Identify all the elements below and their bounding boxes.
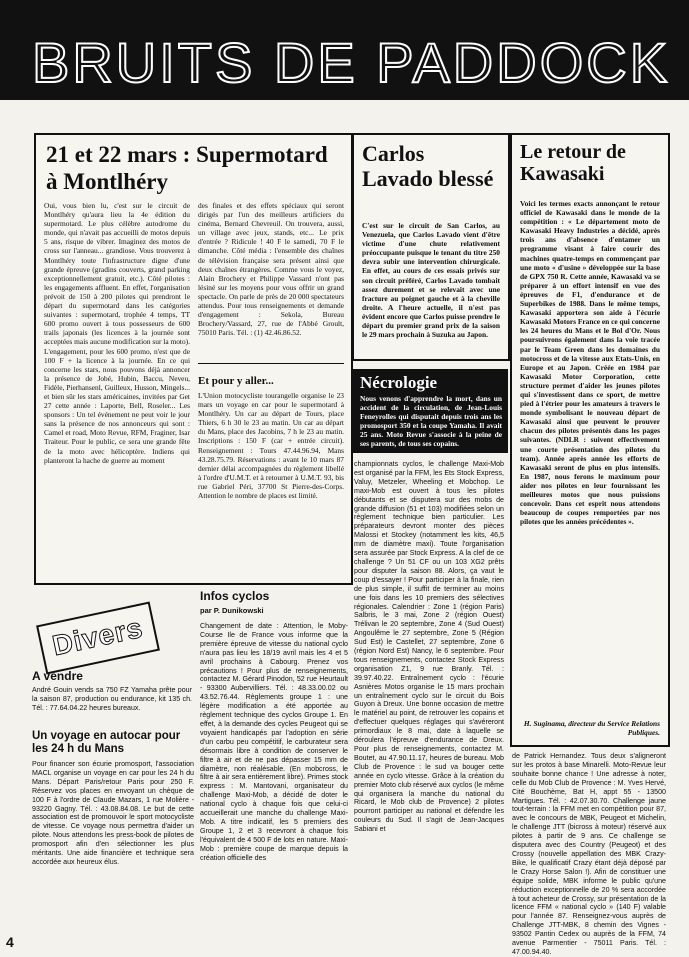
voyage-title: Un voyage en autocar pour les 24 h du Mans bbox=[32, 730, 181, 755]
divers-badge bbox=[36, 601, 160, 674]
montlhery-title: 21 et 22 mars : Supermotard à Montlhéry bbox=[46, 142, 328, 194]
cyclos-center-text: championnats cyclos, le challenge Maxi-Mob est organisé par la FFM, les Ets Stock Express, Valuy, Metzeler, Wheeling et Mobchop. Le maxi-Mob est ouvert à tous les pilotes débutants et se disputera sur des mobs de grande diffusion (51 et 103) modifiées selon un règlement technique bien particulier. Les préparateurs devront monter des pièces Malossi et Stockey (notamment les kits, 46,5 mm de diamètre maxi). Toute l'organisation sera assurée par Stock Express. A la clef de ce challenge ? Un 51 CF ou un 103 XG2 prêts pour disputer la saison 88. Alors, ça vaut le coup d'essayer ! Pour participer à la finale, rien de plus simple, il suffit de terminer au moins une fois dans les 10 premiers des sélectives régionales. Calendrier : Zone 1 (région Paris) Salbris, le 3 mai, Zone 2 (région Ouest) Trélivan le 20 septembre, Zone 4 (Sud Ouest) Angoulême le 27 septembre, Zone 5 (Région Sud Est) le Castellet, 27 septembre, Zone 6 (région Nord Est) Nancy, le 6 septembre. Pour tous renseignements, contactez Stock Express organisation Z1, 9 rue Branly. Tél. : 39.97.40.22. Entraînement cyclo : l'écurie Asnières Motos organise le 15 mars prochain un entraînement cyclo sur le circuit du Bois Guyon à Dreux. Une bonne occasion de mettre le matériel au point, de retrouver les copains et d'effectuer quelques réglages qui s'avéreront primordiaux le 8 mai, date à laquelle se déroulera l'épreuve d'endurance de Dreux. Pour plus de renseignements, contactez M. Boutet, au 47.90.11.17, heures de bureau. Mob Club de Provence : le sud va bouger cette année en cyclo vitesse. Grâce à la création du premier Moto club réservé aux cyclos (le même qui organisera la manche du national du Ricard, le Mob club de Provence) 2 pilotes pourront participer au national et défendre les couleurs du Sud. Il s'agit de Jean-Jacques Sabiani et bbox=[354, 460, 504, 834]
subheading-pour-y-aller: Et pour y aller... bbox=[198, 375, 274, 387]
montlhery-col2: des finales et des effets spéciaux qui seront dirigés par l'un des meilleurs artificiers du cinéma, Bernard Chevreuil. On trouvera, aussi, un village avec jeux, stands, etc... Le prix d'entrée ? Ridicule ! 40 F le samedi, 70 F le dimanche. Côté média : l'ensemble des chaînes de télévision française sera présent ainsi que deux chaînes étrangères. Comme vous le voyez, Alain Brochery et Philippe Vassard n'ont pas lésiné sur les moyens pour vous offrir un grand spectacle. On parle de près de 20 000 spectateurs attendus. Pour tous renseignements et demande d'engagement : Sekola, Bureau Brochery/Vassard, 27, rue de l'Abbé Groult, 75010 Paris. Tél. : (1) 42.46.86.52. bbox=[198, 201, 344, 338]
kawasaki-text: Voici les termes exacts annonçant le retour officiel de Kawasaki dans le monde de la compétition : « Le département moto de Kawasaki Heavy Industries a décidé, après trois ans d'absence d'entamer un programme visant à faire courir des machines quatre-temps en commençant par une moto « d'usine » développée sur la base de GPX 750 R. Cette année, Kawasaki va se préparer à un effort intensif en vue des épreuves de F1, d'endurance et de Superbikes de 1988. Dans le même temps, Kawasaki apportera son aide à l'écurie Kawasaki Motors France en ce qui concerne les 24 heures du Mans et le Bol d'Or. Nous poursuivrons également dans la voie tracée par le Team Green dans les domaines du motocross et de la vitesse aux Etats-Unis, en Europe et au Japon. Créée en 1984 par Kawasaki Motor Corporation, cette structure permet d'aider les jeunes pilotes qui s'investissent dans ce sport, de mettre pied à l'étrier pour les amateurs à travers le monde symbolisant le nouveau départ de Kawasaki ainsi que peuvent le prouver chacun des pilotes présentés dans les pages suivantes. (NDLR : suivent effectivement une courte présentation des pilotes du team). Année après année les efforts de Kawasaki seront de plus en plus intensifs. En 1987, nous ferons le maximum pour aider nos pilotes en leur fournissant les meilleures motos que nous puissions concevoir. Dans cet esprit nous attendons beaucoup de coupes remportées par nos pilotes que les années précédentes ». bbox=[520, 199, 660, 527]
montlhery-col1: Oui, vous bien lu, c'est sur le circuit de Montlhéry qu'aura lieu la 4e édition du supermotard. Le plus célèbre autodrome du monde, qui n'avait pas accueilli de motos depuis 5 ans, risque de vibrer. Imaginez des motos de cross sur l'anneau... grandiose. Vous trouverez à Montlhéry toute l'infrastructure digne d'une grande épreuve (gradins couverts, grand parking exceptionnellement gratuit, etc.). Côté pilotes : les engagements affluent. En effet, l'organisation prévoit de 150 à 200 pilotes qui prendront le départ du supermotard dans les catégories suivantes : supermotard, trophée 4 temps, TT 600 promo ouvert à tous possesseurs de 600 trails japonais (les licences à la journée sont acceptées mais aucune modification sur la moto). L'engagement, pour les 600 promo, n'est que de 100 F + la licence à la journée. En ce qui concerne les stars, nous pouvons déjà annoncer la présence de Jobé, Hubin, Baccu, Neveu, Fidèle, Pierhansenl, Guilleux, Husson, Mingels... et bien sûr les stars américaines, invitées par Get 27 cette année : Laporte, Bell, Roseler... Les sponsors : Un tel événement ne peut voir le jour sans la présence de nos annonceurs qui sont : Camel et road, Moto Revue, RFM, Fraginer, Isar Traiteur. Pour le public, ce sera une grande fête de la moto avec hélicoptère. Indiens qui planteront la hache de guerre au moment bbox=[44, 201, 190, 465]
article-montlhery bbox=[34, 133, 353, 585]
section-header bbox=[0, 0, 689, 100]
infos-cyclos-author: par P. Dunikowski bbox=[200, 606, 264, 615]
divers-label: Divers bbox=[49, 611, 146, 662]
article-kawasaki bbox=[510, 133, 670, 747]
infos-cyclos-text: Changement de date : Attention, le Moby-Course Ile de France vous informe que la première épreuve de vitesse du national cyclo n'aura pas lieu les 18/19 avril mais les 4 et 5 avril prochains à Cabourg. Prenez vos précautions ! Pour plus de renseignements, contactez M. Gérard Pinodon, 52 rue Heurtault - 93300 Aubervilliers. Tél. : 48.33.00.02 ou 43.52.76.44. Règlements groupe 1 : une légère modification a été apportée au règlement technique des cyclos Groupe 1. En effet, à la demande des cycles Peugeot qui se voyaient handicapés par l'adoption en série d'un carbu peu compétitif, le carburateur sera désormais libre à condition de conserver le filtre à air et de ne pas dépasser 15 mm de diamètre, non réalésable. (En mobcross, le filtre à air sera entièrement libre). Primes stock express : M. Mantovani, organisateur du challenge Maxi-Mob, a décidé de doter le national cyclo à chaque fois que celui-ci accueillerait une manche du challenge Maxi-Mob. A titre indicatif, les 5 premiers des Groupe 1, 2 et 3 recevront à chaque fois l'équivalent de 4 500 F de lots en nature. Maxi-Mob : première coupe de marque depuis la création officielle des bbox=[200, 622, 348, 862]
lavado-text: C'est sur le circuit de San Carlos, au Venezuela, que Carlos Lavado vient d'être victime d'une chute relativement préoccupante puisque le tenant du titre 250 devra subir une intervention chirurgicale. En effet, au cours de ces essais privés sur son circuit préféré, Carlos Lavado tombait assez durement et se relevait avec une fracture au poignet gauche et à la cheville droite. A l'heure actuelle, il n'est pas évident encore que Carlos puisse prendre le départ du premier grand prix de la saison le 29 mars prochain à Suzuka au Japon. bbox=[362, 221, 500, 340]
kawasaki-signature: H. Suginama, directeur du Service Relations Publiques. bbox=[523, 719, 660, 738]
article-necrologie bbox=[352, 369, 508, 453]
divider bbox=[198, 363, 344, 364]
a-vendre-title: A vendre bbox=[32, 669, 83, 683]
a-vendre-text: André Gouin vends sa 750 FZ Yamaha prête pour la saison 87, production ou endurance, kit 135 ch. Tél. : 77.64.04.22 heures bureaux. bbox=[32, 686, 192, 712]
infos-cyclos-title: Infos cyclos bbox=[200, 589, 270, 603]
cyclos-right-text: de Patrick Hernandez. Tous deux s'aligneront sur les protos à base Minarelli. Moto-Revue leur souhaite bonne chance ! Une adresse à noter, celle du Mob Club de Provence : M. Yves Hervé, Cité Bouchème, Bat H, appt 55 - 13500 Martigues. Tél. : 42.07.30.70. Challenge jaune tout-terrain : la FFM met en compétition pour 87, avec le concours de MBK, Peugeot et Michelin, le challenge JTT (bicross à moteur) réservé aux pilotes à partir de 9 ans. Ce challenge se disputera avec des Country (Peugeot) et des Crossy (nouvelle appellation des MBK Crazy-Bike, le qualificatif Crazy étant déjà déposé par le Crazy Horse Salon !). Afin de constituer une équipe solide, MBK informe le public qu'une réduction exceptionnelle de 20 % sera accordée à tout acheteur de Crossy, sur présentation de la licence FFM « national cyclo » (140 F) valable pour l'année 87. Renseignez-vous auprès de Challenge JTT-MBK, 8 chemin des Vignes - 93502 Pantin Cedex ou auprès de la FFM, 74 avenue Parmentier - 75011 Paris. Tél. : 47.00.94.40. bbox=[512, 752, 666, 956]
section-title: BRUITS DE PADDOCK bbox=[32, 31, 671, 94]
necrologie-text: Nous venons d'apprendre la mort, dans un accident de la circulation, de Jean-Louis Feneyrolles qui disputait depuis trois ans les promosport 350 et la coupe Yamaha. Il avait 25 ans. Moto Revue s'associe à la peine de ses parents, de tous ses copains. bbox=[360, 394, 502, 449]
voyage-text: Pour financer son écurie promosport, l'association MACL organise un voyage en car pour les 24 h du Mans. Départ Paris/retour Paris pour 250 F. Réservez vos places en envoyant un chèque de 100 F à l'ordre de Claude Mazars, 1 rue Molière - 93220 Gagny. Tél. : 43.08.84.08. Le but de cette association est de promouvoir le sport motocycliste de vitesse. Ce voyage nous permettra d'aider un pilote. Nous attendons les press-book de pilotes de promosport afin d'en sélectionner les plus méritants. Une aide financière et technique sera accordée aux heureux élus. bbox=[32, 760, 194, 866]
necrologie-title: Nécrologie bbox=[360, 373, 438, 392]
article-lavado bbox=[352, 133, 510, 361]
lavado-title: Carlos Lavado blessé bbox=[362, 141, 494, 191]
montlhery-sub-text: L'Union motocycliste tourangelle organise le 23 mars un voyage en car pour le supermotard à Montlhéry. Un car au départ de Tours, place Thiers, 6 h 30 le 23 au matin. Un car au départ du Mans, place des Jacobins, 7 h le 23 au matin. Inscriptions : 150 F (car + entrée circuit). Renseignement : Tours 47.44.96.94, Mans 43.28.75.79. Réservations : avant le 10 mars 87 dernier délai accompagnées du règlement libellé à l'ordre d'U.M.T. et à retourner à U.M.T. 93, bis rue Gabriel Péri, 37700 St Pierre-des-Corps. Attention le nombre de places est limité. bbox=[198, 391, 344, 501]
page-number: 4 bbox=[6, 934, 14, 950]
kawasaki-title: Le retour de Kawasaki bbox=[520, 141, 626, 185]
